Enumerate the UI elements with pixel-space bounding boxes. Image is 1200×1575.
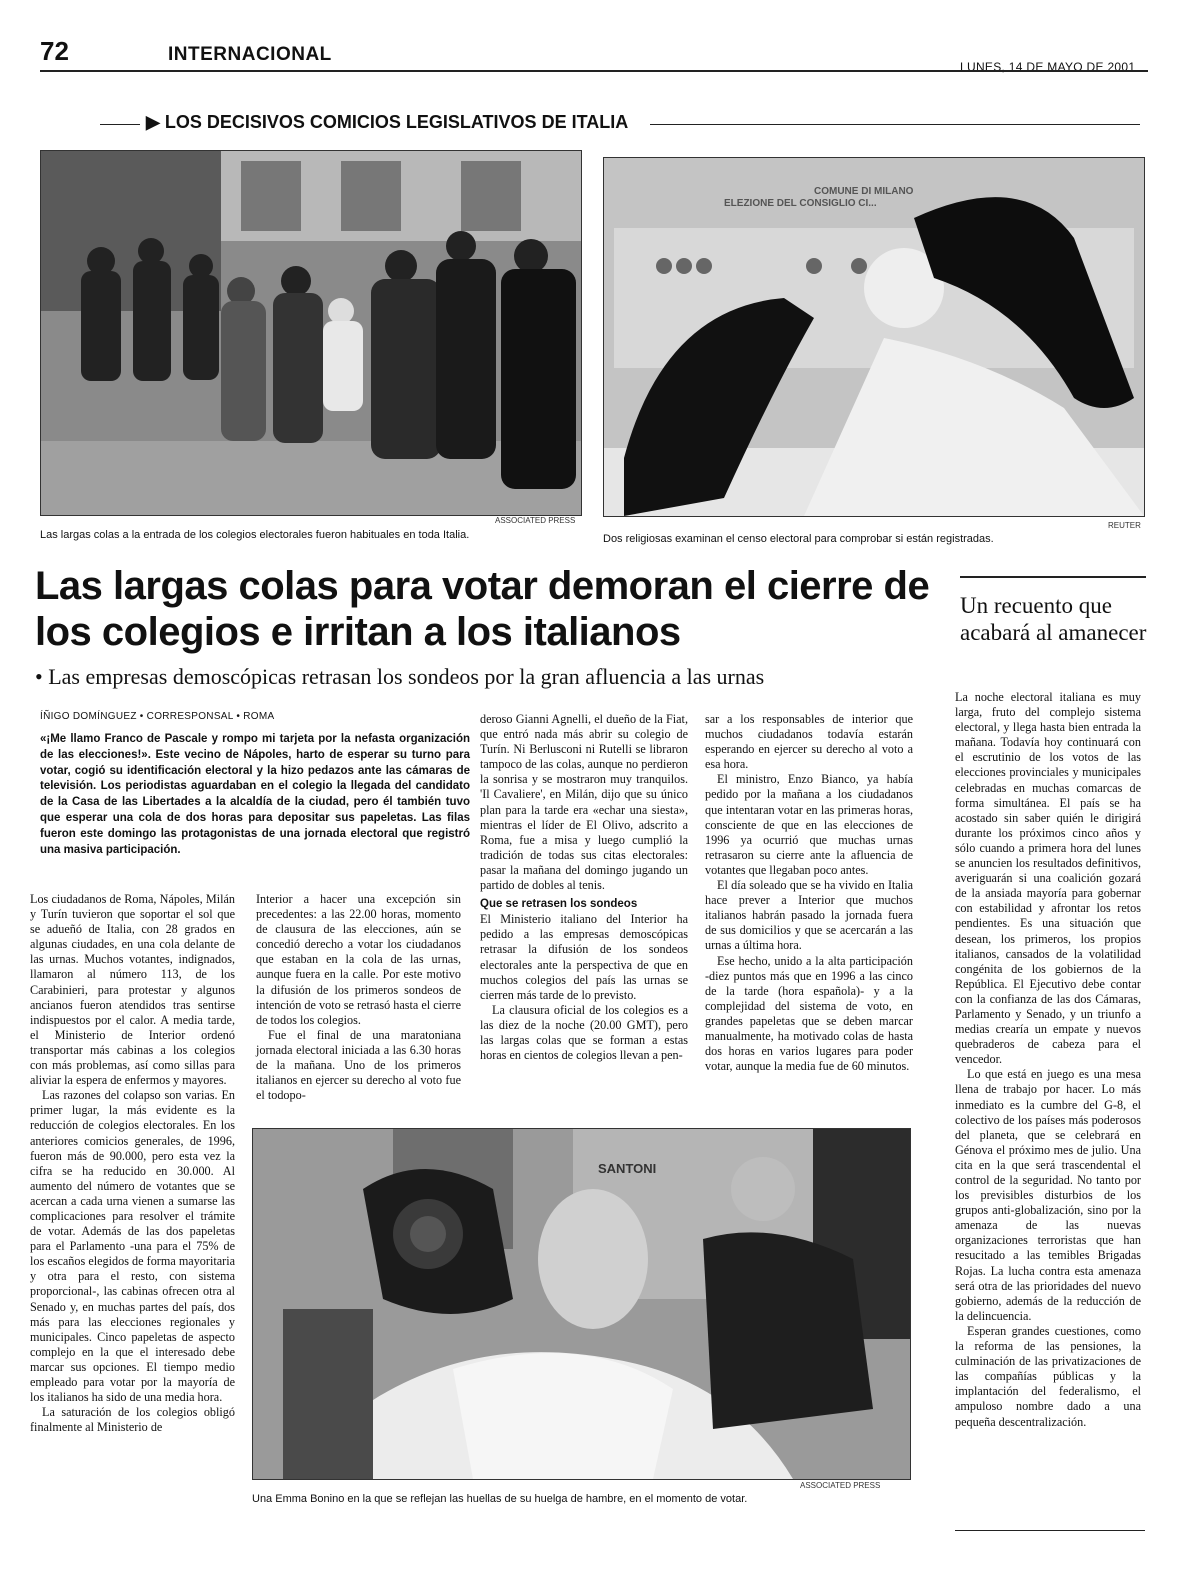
page-number: 72: [40, 36, 69, 66]
kicker-text: LOS DECISIVOS COMICIOS LEGISLATIVOS DE ITALIA: [164, 112, 629, 132]
caption-left: Las largas colas a la entrada de los colegios electorales fueron habituales en toda Italia.: [40, 529, 470, 541]
article-column-3: [480, 712, 688, 1063]
paragraph: Fue el final de una maratoniana jornada electoral iniciada a las 6.30 horas de la mañana. Uno de los primeros italianos en ejercer su derecho al voto fue el todopo-: [256, 1027, 461, 1103]
sign-line-2: ELEZIONE DEL CONSIGLIO CI...: [724, 198, 877, 209]
photo-credit-right: REUTER: [1108, 521, 1141, 530]
shop-sign: SANTONI: [598, 1161, 657, 1176]
paragraph: sar a los responsables de interior que muchos ciudadanos todavía estarán esperando en ejercer su derecho al voto a esa hora.: [705, 712, 913, 772]
paragraph: Los ciudadanos de Roma, Nápoles, Milán y Turín tuvieron que soportar el sol que se adueñó de Italia, con 28 grados en algunas ciudades, en una cola delante de las urnas. Muchos votantes, indignados, llamaron al número 113, de los Carabinieri, para protestar y algunos ancianos fueron atendidos tras sentirse indispuestos por el calor. A media tarde, el Ministerio de Interior ordenó transportar más cabinas a los colegios con más problemas, así como sillas para aliviar la espera de enfermos y mayores.: [30, 892, 235, 1088]
article-column-4: [705, 712, 913, 1074]
paragraph: Ese hecho, unido a la alta participación -diez puntos más que en 1996 a las cinco de la tarde (hora española)- y a la complejidad del sistema de voto, en grandes papeletas que se deben marcar manualmente, ha motivado colas de hasta dos horas en varios lugares para poder votar, aunque la media fue de 60 minutos.: [705, 953, 913, 1074]
headline: Las largas colas para votar demoran el cierre de los colegios e irritan a los italianos: [35, 564, 930, 654]
paragraph: Lo que está en juego es una mesa llena de trabajo por hacer. Lo más inmediato es la cumbre del G-8, el colectivo de los países más poderosos del planeta, que se celebrará en Génova el próximo mes de julio. Una cita en la que será trascendental el control de la seguridad. No tanto por los previsibles disturbios de los grupos anti-globalización, sino por la amenaza de las nuevas organizaciones terroristas que han resucitado a las temibles Brigadas Rojas. La lucha contra esta amenaza será otra de las prioridades del nuevo gobierno, además de la reducción de la delincuencia.: [955, 1067, 1141, 1323]
header-rule: [40, 70, 1148, 72]
photo-voting-queue: [40, 150, 582, 516]
paragraph: El Ministerio italiano del Interior ha pedido a las empresas demoscópicas retrasar la difusión de los sondeos electorales ante la perspectiva de que en muchos colegios del país las urnas se cierren más tarde de lo previsto.: [480, 912, 688, 1002]
photo-credit-left: ASSOCIATED PRESS: [495, 516, 576, 525]
section-title: INTERNACIONAL: [168, 44, 332, 65]
subheadline-text: Las empresas demoscópicas retrasan los sondeos por la gran afluencia a las urnas: [48, 664, 765, 689]
paragraph: La saturación de los colegios obligó finalmente al Ministerio de: [30, 1405, 235, 1435]
article-column-1: [30, 892, 235, 1435]
kicker-rule-left: [100, 124, 140, 125]
caption-right: Dos religiosas examinan el censo electoral para comprobar si están registradas.: [603, 533, 994, 545]
paragraph: Esperan grandes cuestiones, como la reforma de las pensiones, la culminación de las privatizaciones de las compañías públicas y la implantación del federalismo, el ampuloso nombre dado a una pequeña descentralización.: [955, 1323, 1141, 1429]
subheadline: [35, 664, 935, 690]
sidebar-bottom-rule: [955, 1530, 1145, 1531]
paragraph: Las razones del colapso son varias. En primer lugar, la más evidente es la reducción de colegios electorales. En los anteriores comicios generales, de 1996, fueron más de 90.000, pero esta vez la cifra se ha reducido en 30.000. Al aumento del número de votantes que se acercan a cada urna vienen a sumarse las complicaciones para resolver el trámite de votar. Además de las dos papeletas para el Parlamento -una para el 75% de los escaños elegidos de forma mayoritaria y otra para el resto, con sistema proporcional-, las cabinas ofrecen otra al Senado y, en muchas partes del país, dos más para las elecciones regionales y municipales. Cinco papeletas de aspecto complejo en la que el interesado debe marcar sus opciones. El tiempo medio empleado para votar por la mayoría de los italianos ha sido de una media hora.: [30, 1088, 235, 1405]
caption-bottom: Una Emma Bonino en la que se reflejan las huellas de su huelga de hambre, en el momento de votar.: [252, 1493, 748, 1505]
paragraph: El día soleado que se ha vivido en Italia hace prever a Interior que muchos italianos habrán pasado la jornada fuera de sus domicilios y que se acercarán a las urnas a última hora.: [705, 878, 913, 953]
paragraph: Interior a hacer una excepción sin precedentes: a las 22.00 horas, momento de clausura de las elecciones, aún se concedió derecho a votar los ciudadanos que estaban en la cola de las urnas, aunque fuera en la calle. Por este motivo la difusión de los primeros sondeos de intención de voto se retrasó hasta el cierre de todos los colegios.: [256, 892, 461, 1027]
issue-date: LUNES, 14 DE MAYO DE 2001: [960, 60, 1136, 74]
paragraph: La noche electoral italiana es muy larga, fruto del complejo sistema electoral, y llega hasta bien entrada la mañana. Todavía hoy continuará con el escrutinio de los votos de las elecciones provinciales y municipales celebradas en muchas comarcas de forma simultánea. El país se ha acostado sin saber quién le dirigirá durante los próximos cinco años y sólo cuando a primera hora del lunes se anuncien los resultados definitivos, averiguarán si una coalición gozará de la ansiada mayoría para gobernar con estabilidad y afrontar los retos pendientes. Es una situación que desean, los primeros, los propios italianos, cansados de la volatilidad congénita de los gobiernos de la República. El Ejecutivo debe contar con la confianza de las dos Cámaras, Parlamento y Senado, y un triunfo a medias crearía un empate y nuevos quebraderos de cabeza para el vencedor.: [955, 690, 1141, 1067]
lead-paragraph: «¡Me llamo Franco de Pascale y rompo mi tarjeta por la nefasta organización de las elecciones!». Este vecino de Nápoles, harto de esperar su turno para votar, cogió su identificación electoral y la hizo pedazos ante las cámaras de televisión. Los periodistas aguardaban en el colegio la llegada del candidato de la Casa de las Libertades a la alcaldía de la ciudad, pero él también tuvo que esperar una cola de dos horas para depositar sus papeletas. Las filas fueron este domingo las protagonistas de una jornada electoral que registró una masiva participación.: [40, 733, 470, 856]
paragraph: La clausura oficial de los colegios es a las diez de la noche (20.00 GMT), pero las largas colas que se forman a estas horas en cientos de colegios llevan a pen-: [480, 1002, 688, 1063]
kicker: [140, 112, 634, 133]
sidebar-body: [955, 690, 1141, 1430]
kicker-arrow-icon: ▶: [146, 112, 160, 132]
paragraph: deroso Gianni Agnelli, el dueño de la Fiat, que entró nada más abrir su colegio de Turín. Ni Berlusconi ni Rutelli se libraron tampoco de las colas, aunque no perdieron la sonrisa y se mostraron muy tranquilos. 'Il Cavaliere', en Milán, dijo que su único plan para la tarde era «echar una siesta», mientras el líder de El Olivo, adscrito a Roma, fue a misa y luego cumplió la tradición de todas sus citas electorales: pasar la mañana del domingo jugando un partido de dobles al tenis.: [480, 712, 688, 893]
photo-emma-bonino: [252, 1128, 911, 1480]
article-column-2: [256, 892, 461, 1103]
photo-nuns-census: [603, 157, 1145, 517]
byline: ÍÑIGO DOMÍNGUEZ • CORRESPONSAL • ROMA: [40, 711, 275, 722]
sidebar-rule: [960, 576, 1146, 578]
sign-line-1: COMUNE DI MILANO: [814, 186, 914, 197]
sidebar-title: Un recuento que acabará al amanecer: [960, 593, 1147, 645]
kicker-rule-right: [650, 124, 1140, 125]
paragraph: El ministro, Enzo Bianco, ya había pedido por la mañana a los ciudadanos que intentaran votar en las primeras horas, consciente de que en las elecciones de 1996 ya ocurrió que muchas urnas retrasaron su cierre ante la afluencia de votantes que llegaban poco antes.: [705, 772, 913, 877]
bullet-icon: •: [35, 664, 43, 689]
section-subtitle: Que se retrasen los sondeos: [480, 898, 638, 911]
photo-credit-bottom: ASSOCIATED PRESS: [800, 1481, 881, 1490]
